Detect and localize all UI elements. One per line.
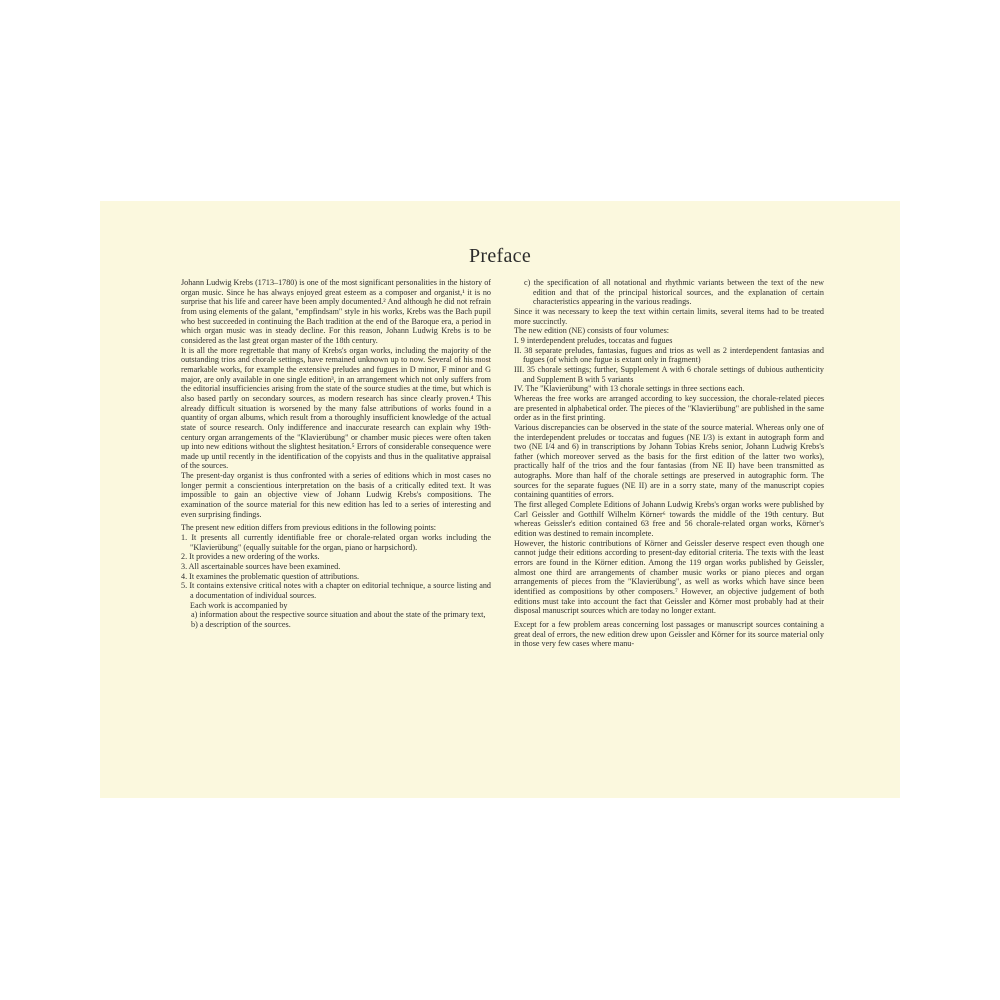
sub-item-b: b) a description of the sources. <box>191 619 291 629</box>
list-item: III. 35 chorale settings; further, Supplement A with 6 chorale settings of dubious authenticity and Supplement B with 5 variants <box>514 364 824 384</box>
volumes-list <box>514 336 824 394</box>
paragraph-historic-contributions: However, the historic contributions of Körner and Geissler deserve respect even though one cannot judge their editions according to present-day editorial criteria. The texts with the least errors are found in the Körner edition. Among the 119 organ works published by Geissler, almost one third are arrangements of chamber music works or piano pieces and organ arrangements of pieces from the "Klavierübung", as well as works which have since been identified as compositions by other composers.⁷ However, an objective judgement of both editions must take into account the fact that Geissler and Körner most probably had at their disposal manuscript sources which are today no longer extant. <box>514 538 824 616</box>
sub-item-a: a) information about the respective source situation and about the state of the primary text, <box>191 610 486 620</box>
list-item: 1. It presents all currently identifiable free or chorale-related organ works including the "Klavierübung" (equally suitable for the organ, piano or harpsichord). <box>181 533 491 552</box>
paragraph-present-day: The present-day organist is thus confronted with a series of editions which in most cases no longer permit a conscientious interpretation on the basis of a critically edited text. It was impossible to gain an objective view of Johann Ludwig Krebs's compositions. The examination of the source material for this new edition has led to a series of interesting and even surprising findings. <box>181 471 491 519</box>
paragraph-differences: The present new edition differs from previous editions in the following points: <box>181 523 437 533</box>
list-item: 4. It examines the problematic question of attributions. <box>181 571 360 581</box>
paragraph-volumes-intro: The new edition (NE) consists of four volumes: <box>514 326 670 336</box>
right-column <box>514 278 824 649</box>
sub-item-c: c) the specification of all notational and rhythmic variants between the text of the new edition and that of the principal historical sources, and the explanation of certain characteristics appearing in the various readings. <box>524 278 824 307</box>
paragraph-problem-areas: Except for a few problem areas concerning lost passages or manuscript sources containing a great deal of errors, the new edition drew upon Geissler and Körner for its source material only in those very few cases where manu- <box>514 619 824 649</box>
book-page <box>100 201 900 798</box>
paragraph-intro: Johann Ludwig Krebs (1713–1780) is one of the most significant personalities in the history of organ music. Since he has always enjoyed great esteem as a composer and organist,¹ it is no surprise that his life and career have been amply documented.² And although he did not refrain from using elements of the galant, "empfindsam" style in his works, Krebs was the Bach pupil who best succeeded in continuing the Bach tradition at the end of the Baroque era, a period in which organ music was in steady decline. For this reason, Johann Ludwig Krebs is to be considered as the last great organ master of the 18th century. <box>181 278 491 345</box>
differences-list <box>181 533 491 601</box>
list-item: II. 38 separate preludes, fantasias, fugues and trios as well as 2 interdependent fantasias and fugues (of which one fugue is extant only in fragment) <box>514 345 824 365</box>
paragraph-discrepancies: Various discrepancies can be observed in the state of the source material. Whereas only one of the interdependent preludes or toccatas and fugues (NE I/3) is extant in autograph form and two (NE I/4 and 6) in transcriptions by Johann Tobias Krebs senior, Johann Ludwig Krebs's father (which moreover served as the basis for the first edition of the latter two works), practically half of the trios and the four fantasias (from NE II) have been transmitted as autographs. More than half of the chorale settings are preserved in autographic form. The sources for the separate fugues (NE II) are in a sorry state, many of the manuscript copies containing quantities of errors. <box>514 422 824 500</box>
left-column <box>181 278 491 630</box>
paragraph-arrangement: Whereas the free works are arranged according to key succession, the chorale-related pieces are presented in alphabetical order. The pieces of the "Klavierübung" are published in the same order as in the first printing. <box>514 393 824 423</box>
paragraph-limits: Since it was necessary to keep the text within certain limits, several items had to be treated more succinctly. <box>514 306 824 326</box>
list-item: 5. It contains extensive critical notes with a chapter on editorial technique, a source listing and a documentation of individual sources. <box>181 581 491 600</box>
page-title: Preface <box>468 245 532 267</box>
each-work-text: Each work is accompanied by <box>190 600 288 610</box>
paragraph-regrettable: It is all the more regrettable that many of Krebs's organ works, including the majority of the outstanding trios and chorale settings, have remained unknown up to now. Several of his most remarkable works, for example the extensive preludes and fugues in D minor, F minor and G major, are only available in one single edition³, in an arrangement which not only suffers from the editorial insufficiencies arising from the state of the source studies at the time, but which is also based partly on secondary sources, as modern research has since clearly proven.⁴ This already difficult situation is worsened by the many false attributions of works found in a quantity of organ albums, which result from a thoroughly insufficient knowledge of the actual state of source research. Only indifference and inaccurate research can explain why 19th-century organ arrangements of the "Klavierübung" or chamber music pieces were often taken up into new editions without the slightest hesitation.⁵ Errors of considerable consequence were made up until recently in the identification of the copyists and thus in the qualitative appraisal of the sources. <box>181 345 491 471</box>
list-item: I. 9 interdependent preludes, toccatas and fugues <box>514 335 673 345</box>
paragraph-complete-editions: The first alleged Complete Editions of Johann Ludwig Krebs's organ works were published by Carl Geissler and Gotthilf Wilhelm Körner⁶ towards the middle of the 19th century. But whereas Geissler's edition contained 63 free and 56 chorale-related organ works, Körner's edition was destined to remain incomplete. <box>514 500 824 539</box>
list-item: IV. The "Klavierübung" with 13 chorale settings in three sections each. <box>514 384 745 394</box>
list-item: 3. All ascertainable sources have been examined. <box>181 562 341 572</box>
list-item: 2. It provides a new ordering of the works. <box>181 552 320 562</box>
